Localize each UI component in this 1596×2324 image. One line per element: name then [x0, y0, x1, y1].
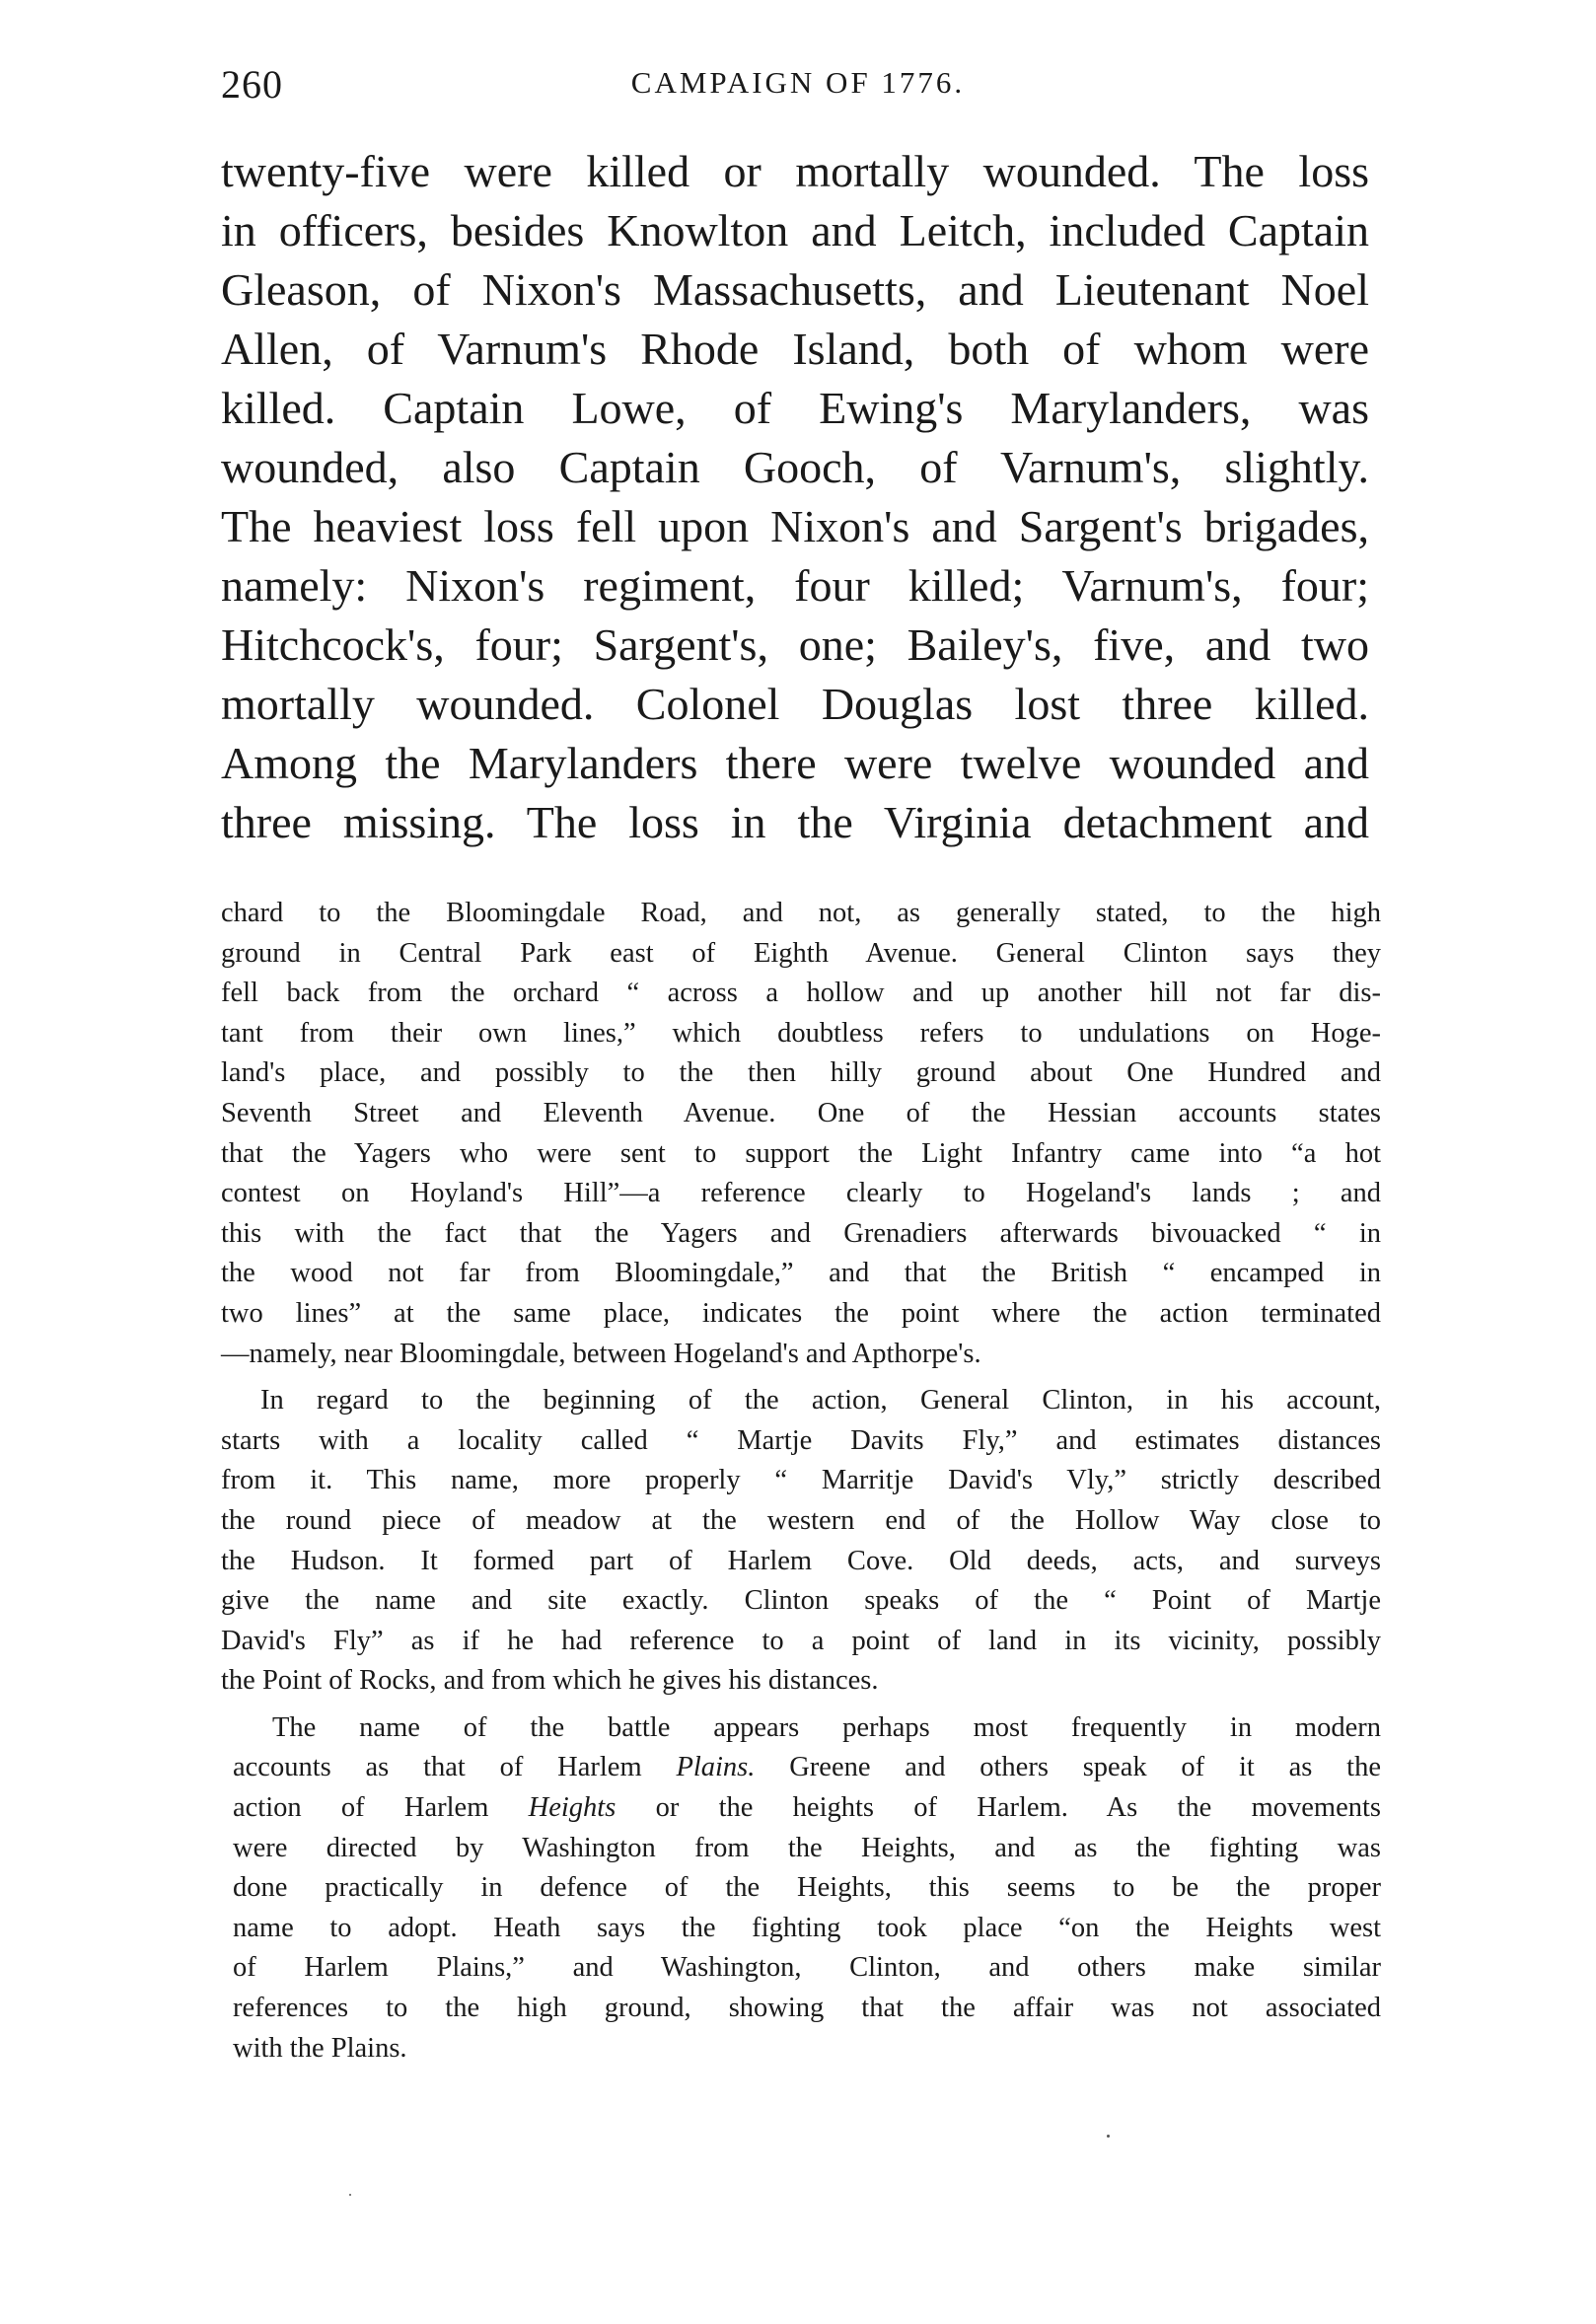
text-line: killed. Captain Lowe, of Ewing's Marylanders, was: [221, 383, 1369, 433]
running-head: [221, 61, 1375, 120]
footnote-text: or the heights of Harlem. As the movements: [616, 1792, 1381, 1824]
footnote-line: from it. This name, more properly “ Marritje David's Vly,” strictly described: [221, 1465, 1381, 1496]
footnote-line: land's place, and possibly to the then hilly ground about One Hundred and: [221, 1057, 1381, 1089]
paper-speck: [349, 2194, 351, 2196]
footnote-line: that the Yagers who were sent to support the Light Infantry came into “a hot: [221, 1137, 1381, 1169]
footnote-line: give the name and site exactly. Clinton speaks of the “ Point of Martje: [221, 1585, 1381, 1617]
footnote-line: —namely, near Bloomingdale, between Hogeland's and Apthorpe's.: [221, 1338, 981, 1369]
footnote-line: this with the fact that the Yagers and Grenadiers afterwards bivouacked “ in: [221, 1217, 1381, 1249]
running-title: CAMPAIGN OF 1776.: [630, 65, 966, 100]
italic-term: Plains.: [676, 1752, 756, 1783]
page-number: 260: [221, 62, 283, 107]
footnote-line: references to the high ground, showing that the affair was not associated: [233, 1993, 1381, 2024]
footnote-line: with the Plains.: [233, 2032, 407, 2064]
italic-term: Heights: [528, 1792, 617, 1824]
footnote-line: Seventh Street and Eleventh Avenue. One of the Hessian accounts states: [221, 1097, 1381, 1128]
text-line: Among the Marylanders there were twelve wounded and: [221, 738, 1369, 788]
footnote-line: of Harlem Plains,” and Washington, Clinton, and others make similar: [233, 1952, 1381, 1984]
footnote-line: the Hudson. It formed part of Harlem Cove. Old deeds, acts, and surveys: [221, 1545, 1381, 1576]
footnote-line: done practically in defence of the Heights, this seems to be the proper: [233, 1872, 1381, 1904]
footnote-text: Greene and others speak of it as the: [755, 1752, 1381, 1783]
footnote-paragraph-3: [221, 1708, 1381, 2069]
text-line: mortally wounded. Colonel Douglas lost three killed.: [221, 679, 1369, 729]
footnote-line: two lines” at the same place, indicates the point where the action terminated: [221, 1297, 1381, 1329]
footnote-line: [233, 1788, 1381, 1829]
footnote-paragraph-2: [221, 1381, 1381, 1702]
footnote-line: the round piece of meadow at the western end of the Hollow Way close to: [221, 1504, 1381, 1536]
text-line: Hitchcock's, four; Sargent's, one; Bailey's, five, and two: [221, 619, 1369, 670]
text-line: in officers, besides Knowlton and Leitch, included Captain: [221, 205, 1369, 255]
footnote-line: In regard to the beginning of the action, General Clinton, in his account,: [260, 1385, 1381, 1416]
text-line: The heaviest loss fell upon Nixon's and Sargent's brigades,: [221, 501, 1369, 551]
footnote-line: fell back from the orchard “ across a hollow and up another hill not far dis-: [221, 978, 1381, 1009]
text-line: namely: Nixon's regiment, four killed; Varnum's, four;: [221, 560, 1369, 611]
footnote-line: ground in Central Park east of Eighth Avenue. General Clinton says they: [221, 937, 1381, 969]
footnote-text: action of Harlem: [233, 1792, 529, 1824]
footnote-line: starts with a locality called “ Martje Davits Fly,” and estimates distances: [221, 1424, 1381, 1456]
text-line: three missing. The loss in the Virginia detachment and: [221, 797, 1369, 847]
footnote-line: chard to the Bloomingdale Road, and not, as generally stated, to the high: [221, 898, 1381, 928]
footnote-line: tant from their own lines,” which doubtless refers to undulations on Hoge-: [221, 1017, 1381, 1049]
footnote-paragraph-1: [221, 894, 1381, 1374]
footnote-line: [233, 1748, 1381, 1788]
footnote-line: were directed by Washington from the Heights, and as the fighting was: [233, 1832, 1381, 1863]
text-line: Allen, of Varnum's Rhode Island, both of whom were: [221, 324, 1369, 374]
paper-speck: [1107, 2135, 1110, 2138]
footnote-line: David's Fly” as if he had reference to a point of land in its vicinity, possibly: [221, 1625, 1381, 1656]
footnotes: [221, 894, 1381, 2075]
footnote-text: accounts as that of Harlem: [233, 1752, 677, 1783]
text-line: wounded, also Captain Gooch, of Varnum's, slightly.: [221, 442, 1369, 492]
text-line: Gleason, of Nixon's Massachusetts, and Lieutenant Noel: [221, 264, 1369, 315]
footnote-line: the wood not far from Bloomingdale,” and that the British “ encamped in: [221, 1258, 1381, 1289]
footnote-line: The name of the battle appears perhaps most frequently in modern: [272, 1711, 1381, 1743]
main-text: [221, 142, 1369, 852]
text-line: twenty-five were killed or mortally wounded. The loss: [221, 146, 1369, 196]
footnote-line: contest on Hoyland's Hill”—a reference clearly to Hogeland's lands ; and: [221, 1178, 1381, 1209]
footnote-line: name to adopt. Heath says the fighting took place “on the Heights west: [233, 1912, 1381, 1943]
footnote-line: the Point of Rocks, and from which he gives his distances.: [221, 1665, 879, 1697]
